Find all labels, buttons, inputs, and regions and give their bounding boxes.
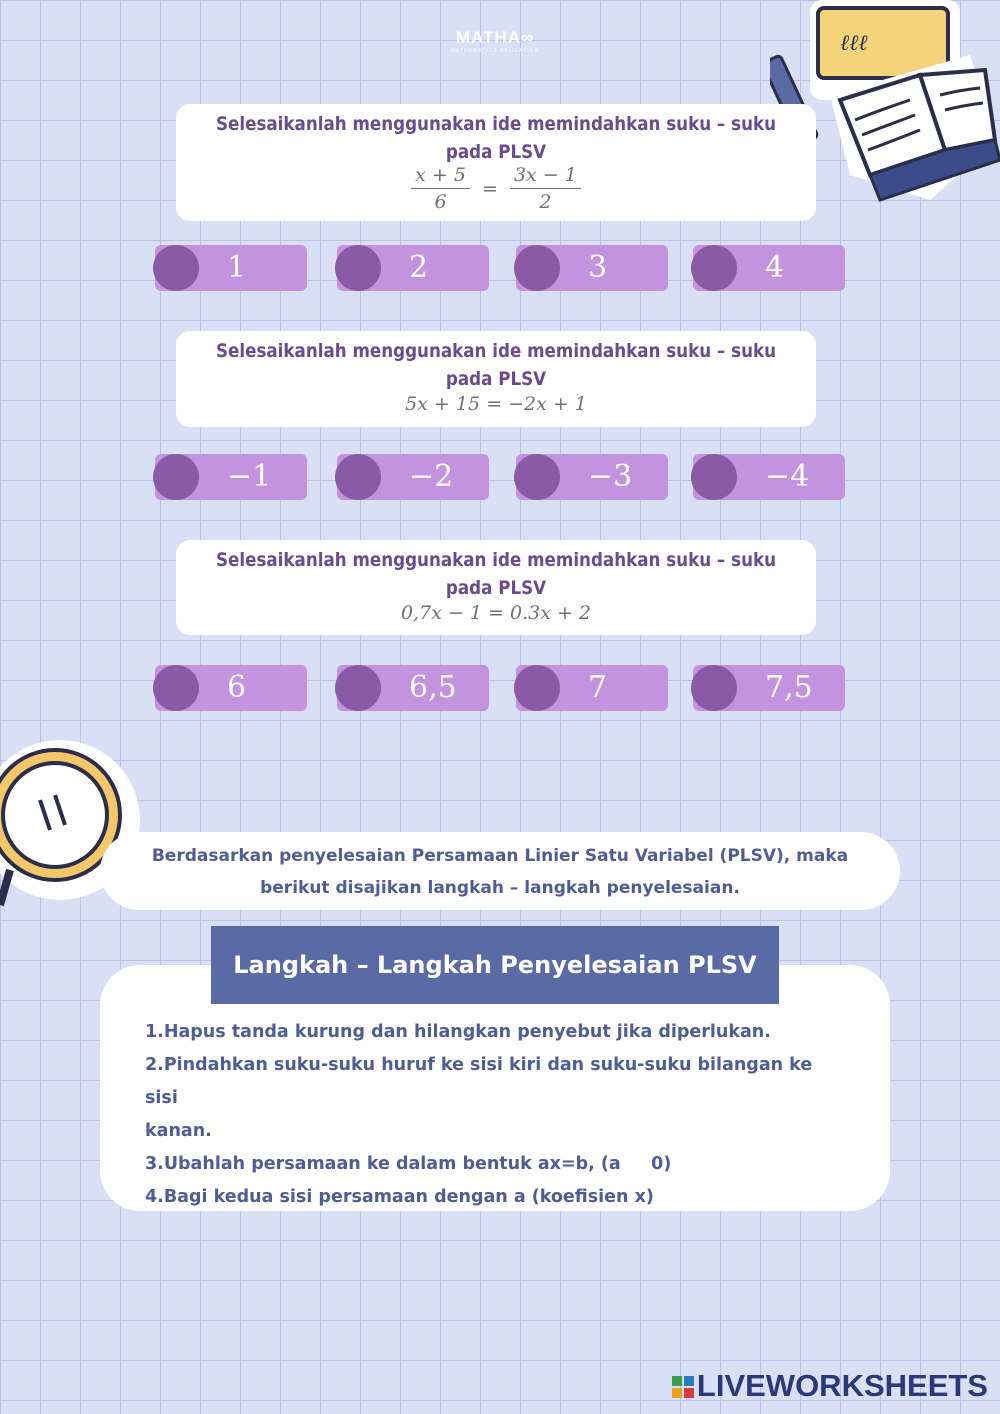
question-prompt: Selesaikanlah menggunakan ide memindahkan suku – suku [215, 340, 777, 362]
radio-dot[interactable] [514, 454, 560, 500]
question-card-1 [176, 104, 816, 221]
option-label: 7 [588, 670, 608, 705]
app-logo [420, 28, 570, 54]
option-label: 6,5 [409, 670, 457, 705]
logo-tagline: MATHEMATICS APLICATION [450, 48, 540, 54]
option-q2-a[interactable] [155, 454, 307, 500]
radio-dot[interactable] [153, 665, 199, 711]
radio-dot[interactable] [691, 454, 737, 500]
question-prompt-cont: pada PLSV [445, 368, 547, 390]
option-q1-d[interactable] [693, 245, 845, 291]
radio-dot[interactable] [514, 245, 560, 291]
option-q3-c[interactable] [516, 665, 668, 711]
lhs-denominator: 6 [434, 191, 447, 213]
intro-line: berikut disajikan langkah – langkah penyelesaian. [260, 878, 740, 898]
option-q3-a[interactable] [155, 665, 307, 711]
option-q3-b[interactable] [337, 665, 489, 711]
option-label: −4 [765, 459, 810, 494]
question-prompt: Selesaikanlah menggunakan ide memindahkan suku – suku [215, 549, 777, 571]
step-item: kanan. [145, 1121, 212, 1141]
option-q1-b[interactable] [337, 245, 489, 291]
radio-dot[interactable] [153, 454, 199, 500]
steps-title: Langkah – Langkah Penyelesaian PLSV [211, 926, 779, 1004]
step-item: 4.Bagi kedua sisi persamaan dengan a (koefisien x) [145, 1187, 654, 1207]
radio-dot[interactable] [335, 454, 381, 500]
option-label: 4 [765, 250, 785, 285]
rhs-numerator: 3x − 1 [510, 164, 581, 189]
question-card-2 [176, 331, 816, 427]
radio-dot[interactable] [514, 665, 560, 711]
option-label: −2 [409, 459, 454, 494]
sticker-text: ℓℓℓ [840, 31, 868, 56]
liveworksheets-icon [672, 1376, 694, 1398]
option-label: 1 [227, 250, 247, 285]
question-prompt-cont: pada PLSV [445, 577, 547, 599]
equals-sign: = [481, 177, 498, 200]
option-label: −1 [227, 459, 272, 494]
step-item: 1.Hapus tanda kurung dan hilangkan penyebut jika diperlukan. [145, 1022, 771, 1042]
equation-1 [176, 164, 816, 213]
option-q3-d[interactable] [693, 665, 845, 711]
option-label: 2 [409, 250, 429, 285]
option-q2-d[interactable] [693, 454, 845, 500]
question-prompt: Selesaikanlah menggunakan ide memindahkan suku – suku [215, 113, 777, 135]
footer-brand: LIVEWORKSHEETS [696, 1368, 988, 1403]
radio-dot[interactable] [691, 665, 737, 711]
logo-name: MATHA∞ [455, 28, 535, 47]
step-item: 3.Ubahlah persamaan ke dalam bentuk ax=b, (a 0) [145, 1154, 672, 1174]
option-label: 3 [588, 250, 608, 285]
equation-2: 5x + 15 = −2x + 1 [405, 393, 587, 415]
radio-dot[interactable] [691, 245, 737, 291]
equation-3: 0,7x − 1 = 0.3x + 2 [400, 602, 592, 624]
step-item: 2.Pindahkan suku-suku huruf ke sisi kiri dan suku-suku bilangan ke sisi [145, 1055, 813, 1108]
option-label: 6 [227, 670, 247, 705]
radio-dot[interactable] [335, 245, 381, 291]
steps-list [145, 1016, 845, 1214]
option-q2-c[interactable] [516, 454, 668, 500]
question-card-3 [176, 540, 816, 635]
lhs-numerator: x + 5 [411, 164, 470, 189]
option-q1-a[interactable] [155, 245, 307, 291]
intro-text-box [100, 832, 900, 910]
option-label: −3 [588, 459, 633, 494]
rhs-denominator: 2 [539, 191, 552, 213]
option-q2-b[interactable] [337, 454, 489, 500]
option-label: 7,5 [765, 670, 813, 705]
option-q1-c[interactable] [516, 245, 668, 291]
intro-line: Berdasarkan penyelesaian Persamaan Linier Satu Variabel (PLSV), maka [151, 846, 849, 866]
liveworksheets-logo [672, 1368, 988, 1404]
radio-dot[interactable] [335, 665, 381, 711]
question-prompt-cont: pada PLSV [445, 141, 547, 163]
radio-dot[interactable] [153, 245, 199, 291]
